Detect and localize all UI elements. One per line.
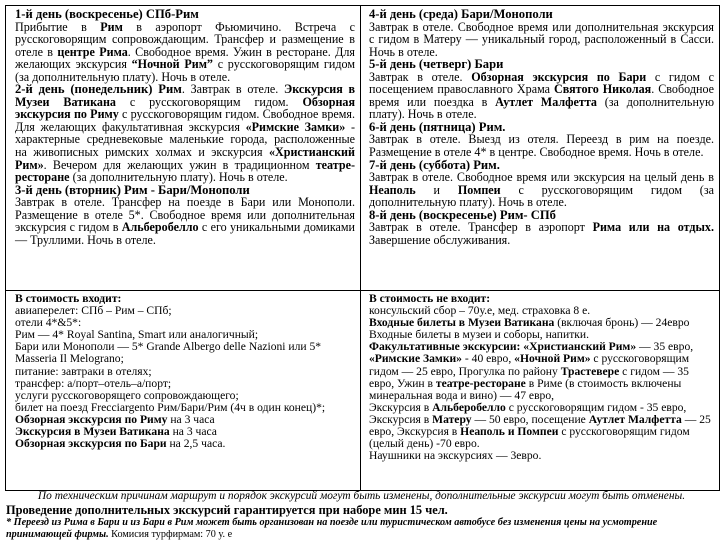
body-text: . Свободное время. Ужин в ресторане. Для желающих экскурсия bbox=[15, 44, 355, 72]
body-text: Входные билеты в музеи и соборы, напитки. bbox=[369, 328, 589, 342]
body-text: Наушники на экскурсиях — 3евро. bbox=[369, 449, 542, 463]
day-4 bbox=[369, 8, 714, 58]
included-title: В стоимость входит: bbox=[15, 292, 122, 305]
highlight-text: Аутлет Малфетта bbox=[495, 94, 597, 109]
body-text: - характерные средневековые маленькие города, расположенные на живописных римских холмах и экскурсия bbox=[15, 119, 355, 160]
itinerary-row bbox=[6, 6, 719, 291]
day-7 bbox=[369, 159, 714, 209]
not-included-list bbox=[369, 305, 714, 462]
highlight-text: Факультативные экскурсии: «Христианский Рим» bbox=[369, 340, 637, 354]
body-text: Завтрак в отеле. bbox=[369, 69, 472, 84]
day-title: 1-й день (воскресенье) СПб-Рим bbox=[15, 7, 199, 21]
highlight-text: театре-ресторане bbox=[435, 376, 526, 390]
highlight-text: Обзорная экскурсия по Бари bbox=[471, 69, 647, 84]
body-text: с русскоговорящим гидом. Свободное время. Для желающих факультативная экскурсия bbox=[15, 107, 355, 134]
highlight-text: Аутлет Малфетта bbox=[588, 412, 682, 426]
list-item bbox=[369, 450, 714, 462]
day-title: 8-й день (воскресенье) Рим- СПб bbox=[369, 207, 556, 222]
highlight-text: Неаполь bbox=[369, 182, 416, 197]
day-6 bbox=[369, 121, 714, 159]
list-item bbox=[369, 414, 714, 450]
body-text: . Свободное время или поездка в bbox=[369, 82, 715, 109]
body-text: на 3 часа bbox=[169, 425, 217, 439]
body-text: консульский сбор – 70у.е, мед. страховка 8 е. bbox=[369, 304, 591, 318]
tour-program-table bbox=[5, 5, 720, 491]
body-text: (включая бронь) — 24евро bbox=[554, 316, 690, 330]
body-text: . Вечером для желающих ужин в традиционном bbox=[43, 157, 316, 172]
highlight-text: Матеру bbox=[432, 412, 472, 426]
body-text: авиаперелет: СПб – Рим – СПб; bbox=[15, 304, 172, 318]
body-text: с русскоговорящим гидом (за дополнительную плату). Ночь в отеле. bbox=[15, 57, 355, 84]
highlight-text: Обзорная экскурсия по Риму bbox=[15, 412, 168, 426]
list-item bbox=[15, 438, 355, 450]
body-text: на 3 часа bbox=[167, 412, 215, 426]
body-text: в аэропорт Фьюмичино. Встреча с русскоговорящим сопровождающим. Трансфер и размещение в отеле в bbox=[15, 19, 355, 59]
highlight-text: центре Рима bbox=[57, 44, 128, 59]
highlight-text: Экскурсия в Музеи Ватикана bbox=[15, 425, 170, 439]
footer bbox=[5, 490, 718, 540]
highlight-text: Святого Николая bbox=[554, 82, 652, 97]
itinerary-days-1-3 bbox=[6, 6, 361, 290]
body-text: с русскоговорящим гидом (за дополнительную плату). Ночь в отеле. bbox=[369, 182, 714, 210]
highlight-text: «Ночной Рим» bbox=[514, 352, 591, 366]
day-title: 3-й день (вторник) Рим - Бари/Монополи bbox=[15, 182, 250, 197]
day-title: 7-й день (суббота) Рим. bbox=[369, 157, 500, 172]
body-text: Рим — 4* Royal Santina, Smart или аналогичный; bbox=[15, 328, 259, 342]
body-text: (за дополнительную плату). Ночь в отеле. bbox=[69, 170, 288, 185]
body-text: и bbox=[415, 182, 458, 197]
highlight-text: “Ночной Рим” bbox=[131, 57, 213, 72]
body-text: . Завтрак в отеле. bbox=[181, 82, 285, 97]
day-8 bbox=[369, 209, 714, 247]
day-1 bbox=[15, 8, 355, 83]
highlight-text: «Римские Замки» bbox=[245, 119, 346, 134]
body-text: с его уникальными домиками — Труллими. Ночь в отеле. bbox=[15, 220, 356, 247]
body-text: Бари или Монополи — 5* Grande Albergo delle Nazioni или 5* Masseria Il Melograno; bbox=[15, 340, 322, 366]
included-list bbox=[15, 305, 355, 450]
not-included-section bbox=[361, 291, 719, 490]
highlight-text: Обзорная экскурсия по Риму bbox=[15, 94, 356, 122]
guarantee-notice: Проведение дополнительных экскурсий гарантируется при наборе мин 15 чел. bbox=[6, 503, 448, 517]
body-text: (за дополнительную плату). Ночь в отеле. bbox=[369, 94, 714, 122]
not-included-title: В стоимость не входит: bbox=[369, 292, 491, 305]
body-text: питание: завтраки в отелях; bbox=[15, 364, 152, 378]
body-text: услуги русскоговорящего сопровождающего; bbox=[15, 388, 239, 402]
body-text: с русскоговорящим гидом. bbox=[115, 94, 303, 109]
day-3 bbox=[15, 184, 355, 247]
body-text: — 50 евро, посещение bbox=[471, 412, 589, 426]
body-text: Завтрак в отеле. Свободное время или экскурсия на целый день в bbox=[369, 170, 714, 185]
highlight-text: Альберобелло bbox=[432, 400, 506, 414]
body-text: с гидом с посещением православного Храма bbox=[369, 69, 714, 97]
highlight-text: Экскурсия в Музеи Ватикана bbox=[15, 82, 356, 109]
body-text: Завтрак в отеле. Трансфер на поезде в Бари или Монополи. Размещение в отеле 5*. Свободное время или дополнительная экскурсия с гидом в bbox=[15, 195, 355, 235]
body-text: Завтрак в отеле. Свободное время или дополнительная экскурсия с гидом в Матеру — уникальный город, расположенный в Сасси. Ночь в отеле. bbox=[369, 19, 714, 59]
body-text: — 35 евро, bbox=[636, 340, 694, 354]
body-text: в Риме (в стоимость включены минеральная вода и вино) — 47 евро, bbox=[369, 376, 682, 402]
body-text: с русскоговорящим гидом — 25 евро, Прогулка по району bbox=[369, 352, 690, 378]
transfer-footnote bbox=[5, 517, 718, 540]
highlight-text: Альберобелло bbox=[121, 220, 199, 235]
body-text: - 40 евро, bbox=[461, 352, 515, 366]
highlight-text: «Римские Замки» bbox=[369, 352, 462, 366]
highlight-text: Рима или на отдых. bbox=[592, 220, 714, 235]
commission-text: Комисия турфирмам: 70 у. е bbox=[108, 528, 233, 540]
day-title: 6-й день (пятница) Рим. bbox=[369, 119, 506, 134]
day-5 bbox=[369, 58, 714, 121]
body-text: Завершение обслуживания. bbox=[369, 232, 511, 247]
body-text: трансфер: а/порт–отель–а/порт; bbox=[15, 376, 172, 390]
body-text: Завтрак в отеле. Трансфер в аэропорт bbox=[369, 220, 593, 235]
body-text: с русскоговорящим гидом - 35 евро, bbox=[505, 400, 687, 414]
day-2 bbox=[15, 83, 355, 183]
day-title: 4-й день (среда) Бари/Монополи bbox=[369, 7, 553, 21]
list-item bbox=[369, 341, 714, 401]
included-section bbox=[6, 291, 361, 490]
body-text: Экскурсия в bbox=[369, 412, 433, 426]
highlight-text: Помпеи bbox=[457, 182, 501, 197]
price-row bbox=[6, 291, 719, 490]
body-text: Прибытие в bbox=[15, 19, 101, 34]
day-title: 5-й день (четверг) Бари bbox=[369, 57, 504, 72]
body-text: Экскурсия в bbox=[369, 400, 433, 414]
highlight-text: «Христианский Рим» bbox=[15, 145, 355, 172]
body-text: на 2,5 часа. bbox=[166, 437, 226, 451]
body-text: отели 4*&5*: bbox=[15, 316, 82, 330]
itinerary-days-4-8 bbox=[361, 6, 719, 290]
list-item bbox=[15, 341, 355, 365]
body-text: с русскоговорящим гидом (целый день) -70 евро. bbox=[369, 425, 690, 451]
highlight-text: театре-ресторане bbox=[15, 157, 355, 185]
highlight-text: Рим bbox=[100, 19, 123, 34]
highlight-text: Трастевере bbox=[560, 364, 620, 378]
day-title: 2-й день (понедельник) Рим bbox=[15, 82, 182, 97]
body-text: Завтрак в отеле. Выезд из отеля. Переезд в рим на поезде. Размещение в отеле 4* в центре. Свободное время. Ночь в отеле. bbox=[369, 132, 714, 160]
body-text: билет на поезд Frecciargento Рим/Бари/Рим (4ч в один конец)*; bbox=[15, 400, 326, 414]
body-text: с гидом — 35 евро, Ужин в bbox=[369, 364, 689, 390]
transfer-footnote-text: * Переезд из Рима в Бари и из Бари в Рим может быть организован на поезде или туристическом автобусе без изменения цены на усмотрение принимающей фирмы. bbox=[6, 517, 658, 540]
body-text: — 25 евро, Экскурсия в bbox=[369, 412, 711, 439]
highlight-text: Обзорная экскурсия по Бари bbox=[15, 437, 167, 451]
change-notice: По техническим причинам маршрут и порядок экскурсий могут быть изменены, дополнительные экскурсии могут быть отменены. bbox=[37, 490, 686, 502]
highlight-text: Входные билеты в Музеи Ватикана bbox=[369, 316, 555, 330]
highlight-text: Неаполь и Помпеи bbox=[460, 425, 559, 439]
